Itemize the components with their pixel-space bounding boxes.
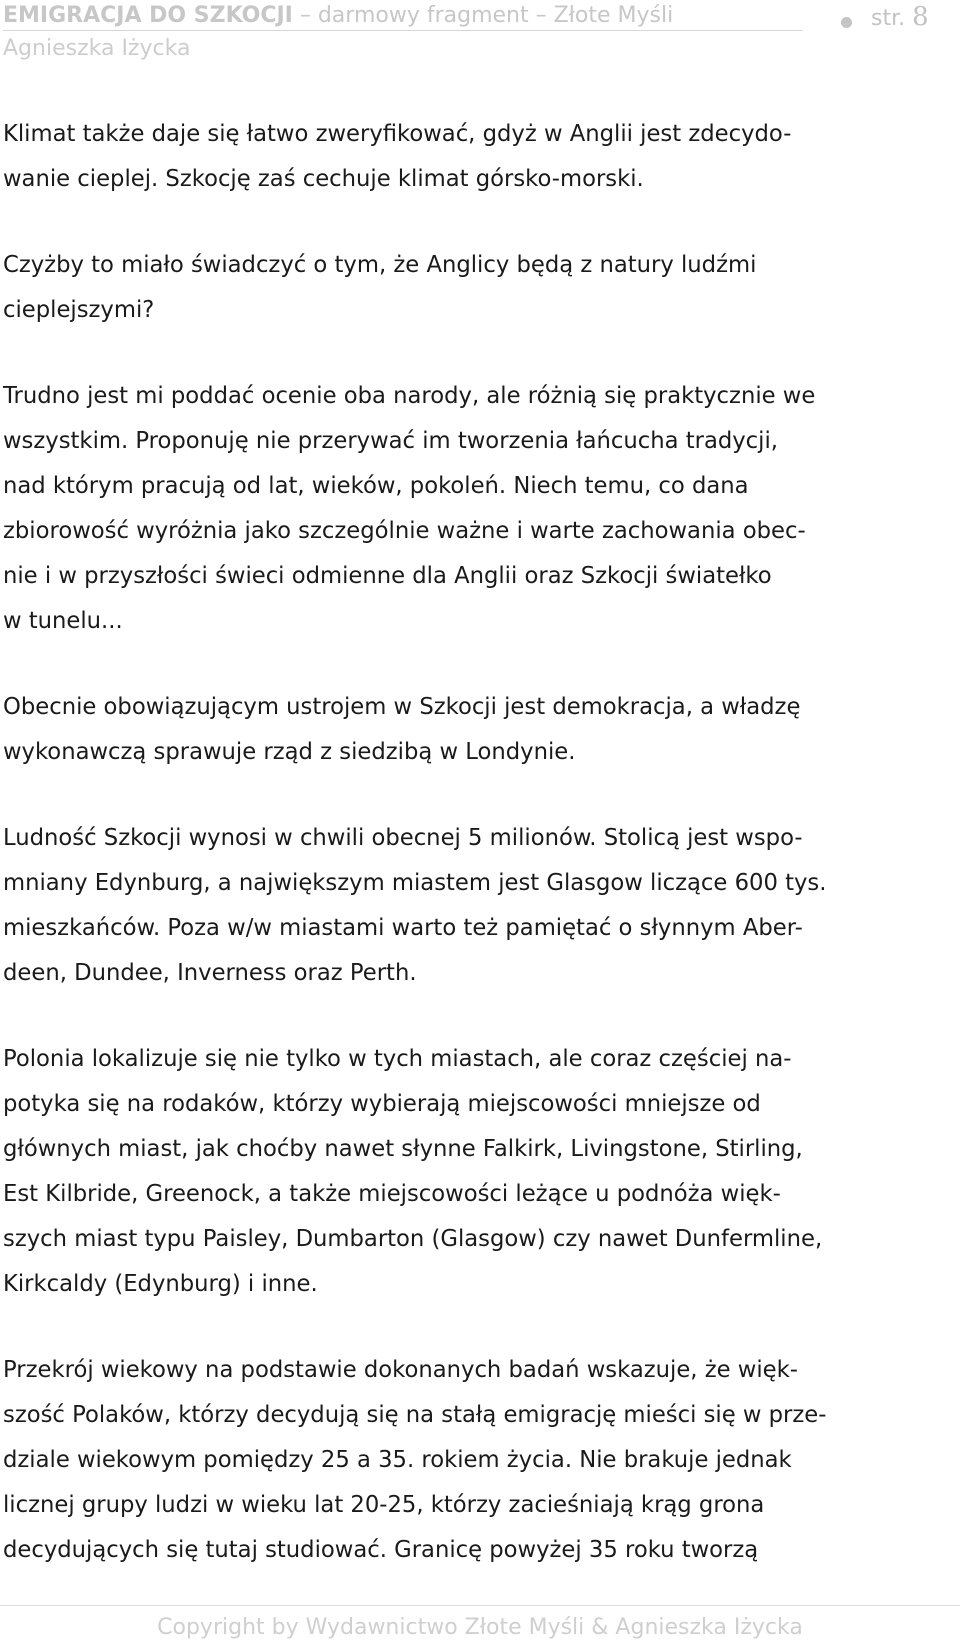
- page-number: 8: [912, 2, 929, 32]
- paragraph-polonia: Polonia lokalizuje się nie tylko w tych miastach, ale coraz częściej na- potyka się na rodaków, którzy wybierają miejscowości mniejsze od głównych miast, jak choćby nawet słynne Falkirk, Livingstone, Stirling, Est Kilbride, Greenock, a także miejscowości leżące u podnóża więk- szych miast typu Paisley, Dumbarton (Glasgow) czy nawet Dunfermline, Kirkcaldy (Edynburg) i inne.: [3, 1046, 823, 1297]
- header-divider: [3, 30, 803, 31]
- page-number-label: [871, 2, 929, 34]
- header-author: Agnieszka Iżycka: [3, 36, 191, 61]
- paragraph-warmer-people: Czyżby to miało świadczyć o tym, że Anglicy będą z natury ludźmi cieplejszymi?: [3, 252, 757, 323]
- paragraph-government: Obecnie obowiązującym ustrojem w Szkocji jest demokracja, a władzę wykonawczą sprawuje rząd z siedzibą w Londynie.: [3, 694, 801, 765]
- paragraph-population: Ludność Szkocji wynosi w chwili obecnej 5 milionów. Stolicą jest wspo- mniany Edynburg, a największym miastem jest Glasgow liczące 600 tys. mieszkańców. Poza w/w miastami warto też pamiętać o słynnym Aber- deen, Dundee, Inverness oraz Perth.: [3, 825, 827, 986]
- paragraph-age-profile: Przekrój wiekowy na podstawie dokonanych badań wskazuje, że więk- szość Polaków, którzy decydują się na stałą emigrację mieści się w prze- dziale wiekowym pomiędzy 25 a 35. rokiem życia. Nie brakuje jednak licznej grupy ludzi w wieku lat 20-25, którzy zacieśniają krąg grona decydujących się tutaj studiować. Granicę powyżej 35 roku tworzą: [3, 1357, 827, 1563]
- header-title: [3, 1, 673, 31]
- paragraph-climate: Klimat także daje się łatwo zweryfikować, gdyż w Anglii jest zdecydo- wanie cieplej. Szkocję zaś cechuje klimat górsko-morski.: [3, 121, 792, 192]
- page-prefix: str.: [871, 6, 913, 31]
- bullet-dot-icon: [841, 17, 852, 28]
- footer-copyright: Copyright by Wydawnictwo Złote Myśli & Agnieszka Iżycka: [157, 1615, 803, 1640]
- footer-divider: [0, 1605, 960, 1606]
- paragraph-traditions: Trudno jest mi poddać ocenie oba narody, ale różnią się praktycznie we wszystkim. Proponuję nie przerywać im tworzenia łańcucha tradycji, nad którym pracują od lat, wieków, pokoleń. Niech temu, co dana zbiorowość wyróżnia jako szczególnie ważne i warte zachowania obec- nie i w przyszłości świeci odmienne dla Anglii oraz Szkocji światełko w tunelu...: [3, 383, 816, 634]
- page-body: [3, 112, 953, 1614]
- book-title: EMIGRACJA DO SZKOCJI: [3, 3, 293, 28]
- header-subtitle: – darmowy fragment – Złote Myśli: [292, 3, 674, 28]
- page-header: [3, 0, 953, 70]
